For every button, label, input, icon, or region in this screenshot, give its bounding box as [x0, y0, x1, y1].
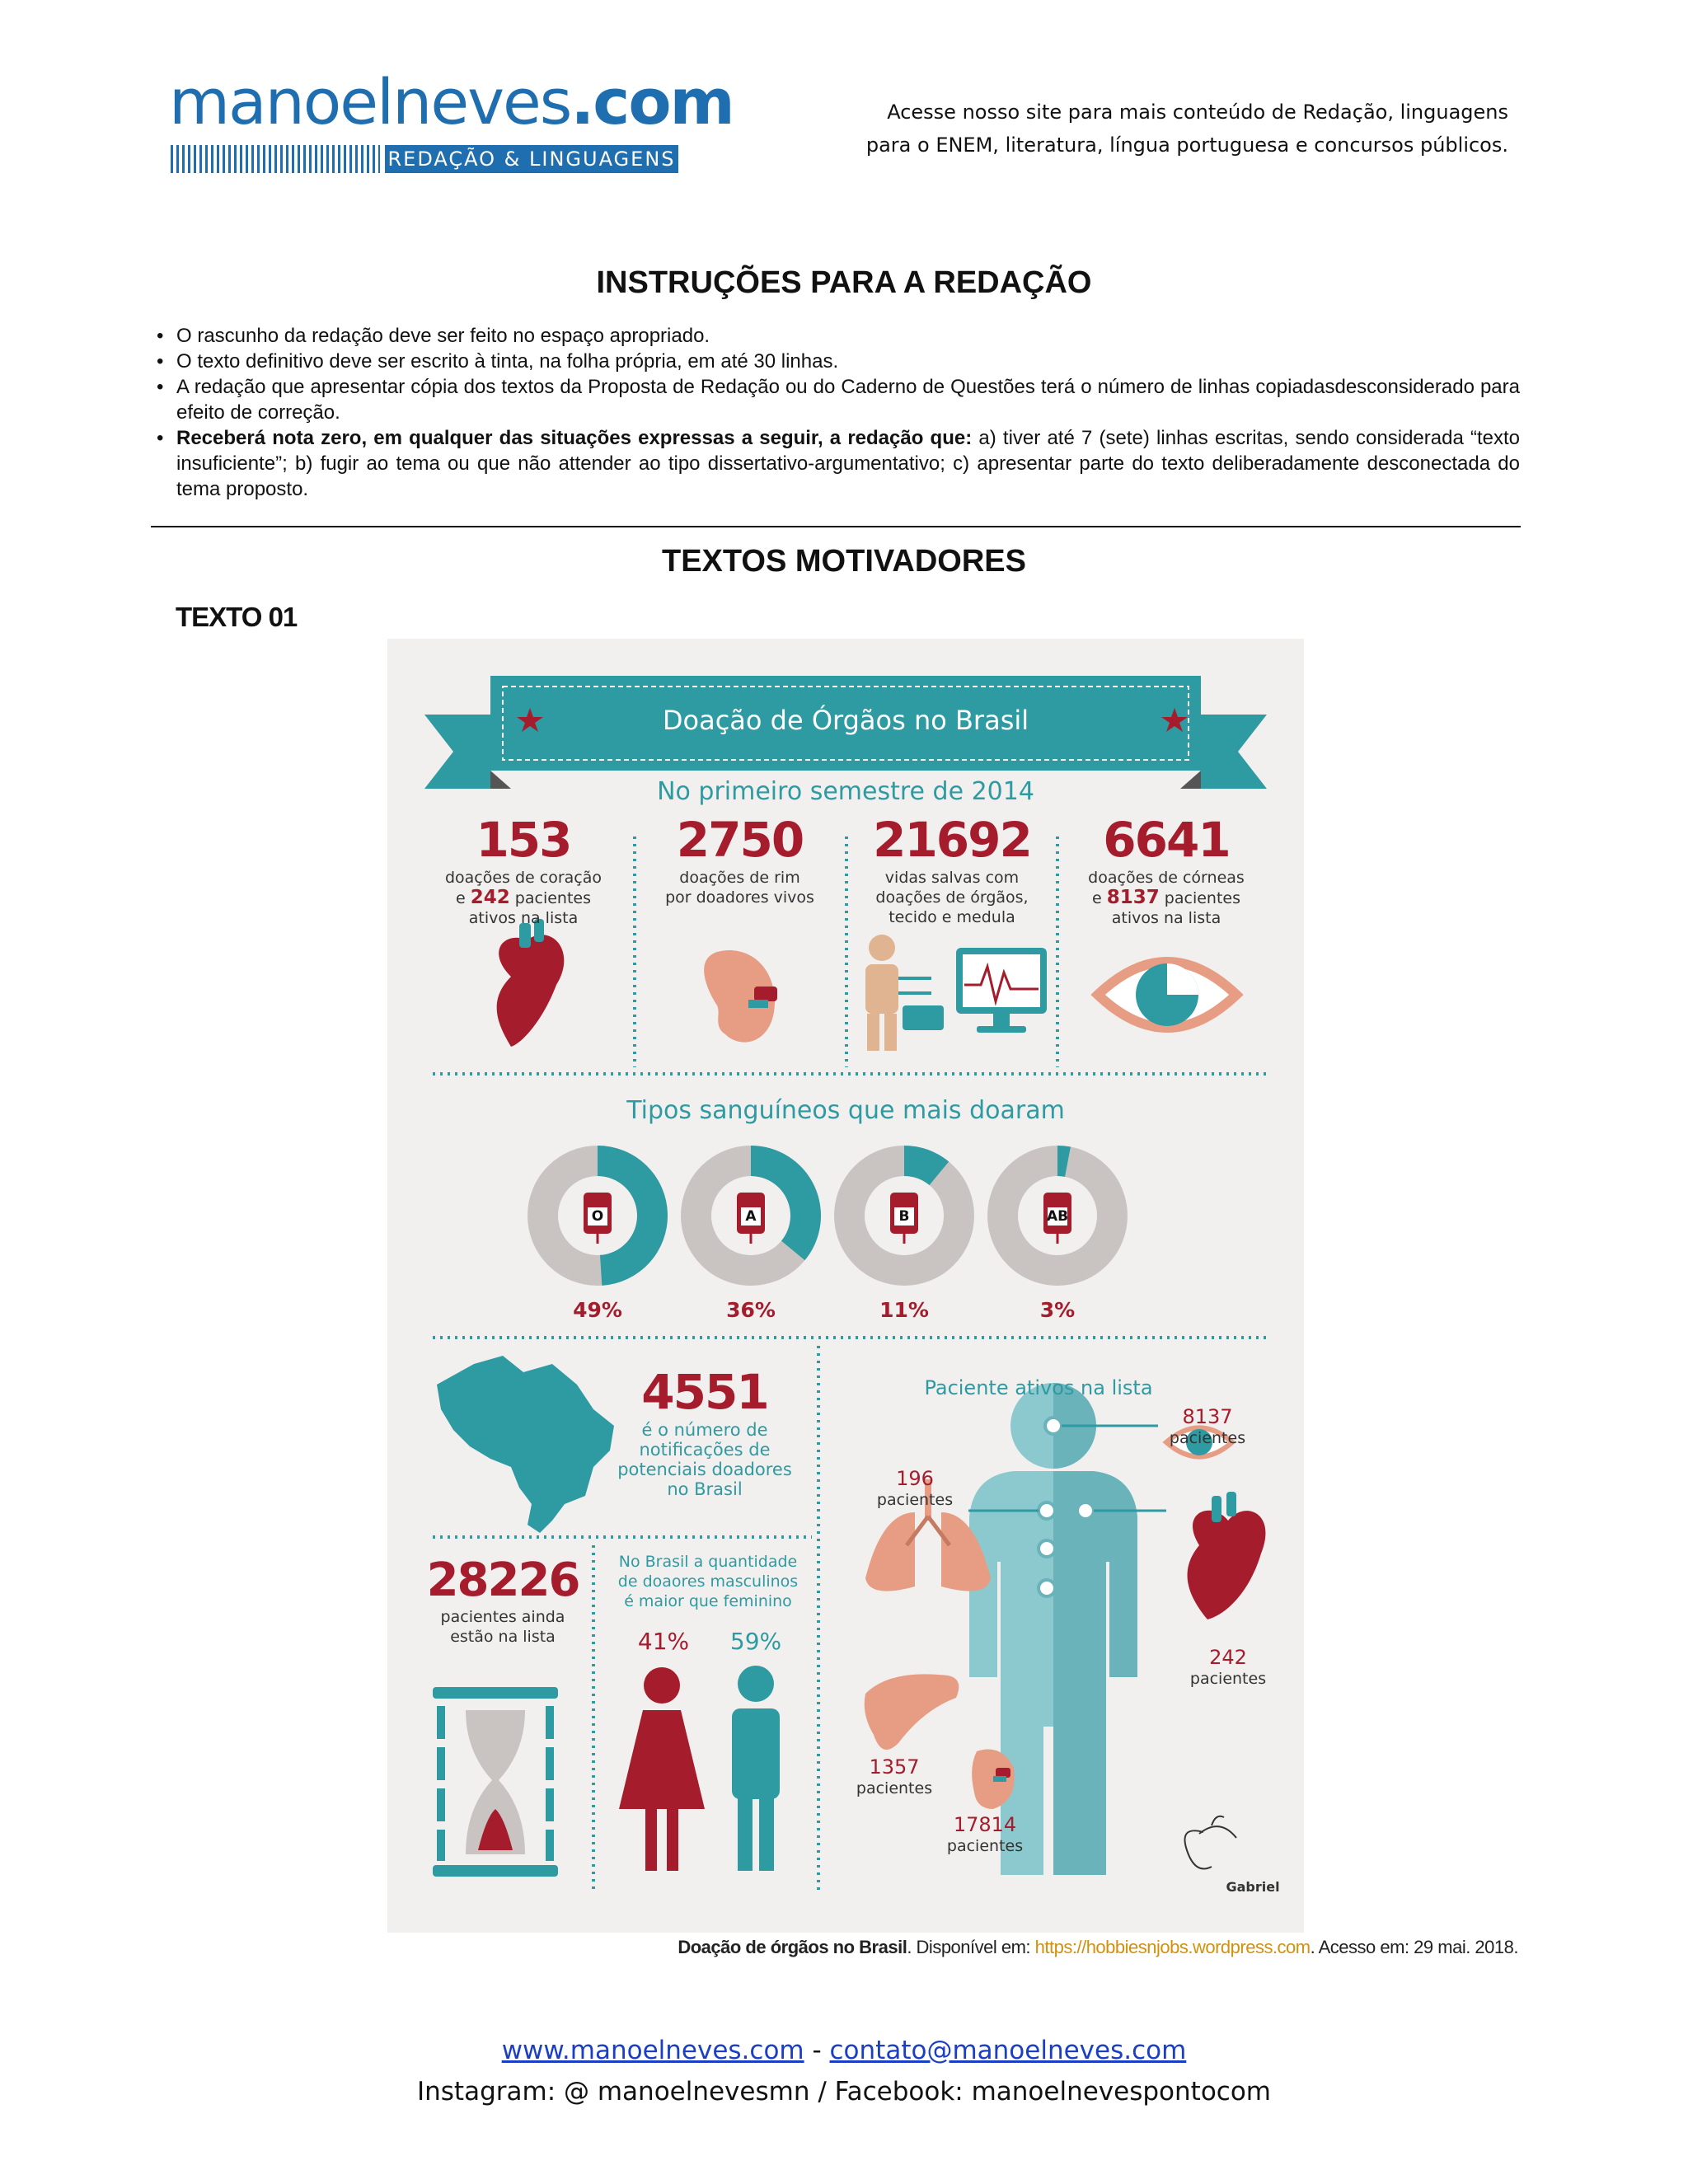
instruction-rest: a) tiver até 7 (sete) linhas escritas, sendo considerada “texto insuficiente”; b) fugir ao tema ou que não attender ao tipo dissertativo-argumentativo; c) apresentar parte do texto deliberadamente desconectada do tema proposto.	[176, 427, 1521, 500]
blood-type-label: AB	[1046, 1208, 1069, 1225]
blood-type-label: O	[591, 1208, 604, 1225]
caption-available: . Disponível em:	[907, 1937, 1035, 1957]
gender-line: é maior que feminino	[624, 1592, 792, 1610]
female-percentage: 41%	[637, 1628, 690, 1655]
caption-url-link[interactable]: https://hobbiesnjobs.wordpress.com	[1034, 1937, 1311, 1957]
instruction-bold: Receberá nota zero, em qualquer das situações expressas a seguir, a redação que:	[176, 427, 973, 449]
notifications-line: notificações de	[639, 1440, 771, 1460]
stat-line: doações de órgãos,	[875, 888, 1029, 907]
organ-lungs-count: 196 pacientes	[876, 1467, 954, 1509]
organ-kidney-count: 17814 pacientes	[946, 1813, 1024, 1855]
brazil-map-icon	[437, 1356, 614, 1533]
stat-line: e 242 pacientes	[456, 887, 591, 908]
instruction-item: • A redação que apresentar cópia dos textos da Proposta de Redação ou do Caderno de Questões terá o número de linhas copiadasdesconsiderado para efeito de correção.	[153, 374, 1520, 425]
notifications-line: potenciais doadores	[617, 1460, 792, 1479]
stat-value: 6641	[1103, 812, 1230, 868]
stat-heart	[424, 812, 622, 928]
email-link[interactable]: contato@manoelneves.com	[829, 2036, 1187, 2065]
header-note	[767, 96, 1508, 162]
blood-type-label: A	[745, 1208, 757, 1225]
eye-icon	[1098, 962, 1236, 1028]
patient-monitor-icon	[865, 935, 1047, 1051]
stat-line: tecido e medula	[889, 908, 1015, 926]
site-link[interactable]: www.manoelneves.com	[501, 2036, 804, 2065]
notifications-block	[593, 1364, 816, 1499]
blood-percentage-label: 3%	[1039, 1298, 1076, 1322]
logo-stripes	[171, 145, 380, 173]
stat-line: ativos na lista	[1111, 909, 1221, 927]
footer-social: Instagram: @ manoelnevesmn / Facebook: manoelnevespontocom	[416, 2077, 1271, 2107]
logo-subtitle: REDAÇÃO & LINGUAGENS	[385, 145, 678, 173]
caption-access: . Acesso em: 29 mai. 2018.	[1310, 1937, 1518, 1957]
signature-text: Gabriel	[1226, 1879, 1280, 1895]
header-note-line-2: para o ENEM, literatura, língua portuguesa e concursos públicos.	[865, 134, 1508, 157]
stat-line: ativos na lista	[468, 909, 579, 927]
text-label: TEXTO 01	[176, 602, 298, 632]
male-icon	[732, 1666, 780, 1871]
organ-eye-count: 8137 pacientes	[1169, 1405, 1246, 1447]
stat-kidney	[639, 812, 841, 907]
organ-liver-count: 1357 pacientes	[856, 1755, 933, 1797]
stat-line: doações de rim	[679, 869, 800, 887]
stat-value: 2750	[676, 812, 804, 868]
gender-block	[602, 1552, 814, 1611]
notifications-line: no Brasil	[667, 1479, 743, 1499]
infographic-subtitle: No primeiro semestre de 2014	[657, 777, 1034, 806]
instructions-title: INSTRUÇÕES PARA A REDAÇÃO	[596, 265, 1092, 300]
notifications-line: é o número de	[641, 1420, 768, 1440]
infographic-title: Doação de Órgãos no Brasil	[662, 705, 1029, 736]
stat-line: doações de coração	[444, 869, 603, 887]
blood-percentage-label: 11%	[879, 1298, 929, 1322]
caption-title: Doação de órgãos no Brasil	[678, 1937, 907, 1957]
waiting-line: pacientes ainda	[440, 1608, 565, 1626]
instruction-item: • O texto definitivo deve ser escrito à tinta, na folha própria, em até 30 linhas.	[153, 349, 1520, 374]
heart-icon	[497, 919, 565, 1047]
instruction-item	[153, 425, 1520, 502]
image-caption	[678, 1937, 1518, 1958]
stat-line: e 8137 pacientes	[1092, 887, 1240, 908]
blood-percentage-label: 49%	[573, 1298, 622, 1322]
logo-wordmark: manoelneves.com	[169, 65, 734, 138]
instructions-list	[153, 323, 1520, 502]
notifications-value: 4551	[641, 1364, 768, 1420]
gender-line: de doaores masculinos	[617, 1572, 799, 1591]
site-logo	[169, 65, 734, 175]
infographic	[387, 639, 1304, 1933]
motivators-title: TEXTOS MOTIVADORES	[662, 544, 1026, 579]
liver-icon	[865, 1674, 959, 1750]
blood-types-title: Tipos sanguíneos que mais doaram	[626, 1096, 1065, 1125]
kidney-icon	[704, 950, 777, 1043]
active-title: Paciente ativos na lista	[924, 1376, 1153, 1399]
male-percentage: 59%	[729, 1628, 782, 1655]
organ-heart-count: 242 pacientes	[1189, 1646, 1267, 1688]
blood-percentage-label: 36%	[726, 1298, 776, 1322]
waiting-block	[420, 1554, 585, 1647]
footer-separator: -	[804, 2036, 830, 2065]
blood-donuts	[543, 1146, 1113, 1286]
signature-mark	[1185, 1816, 1237, 1869]
heart-organ-icon	[1188, 1492, 1266, 1619]
stat-line: por doadores vivos	[665, 888, 814, 907]
instruction-item: • O rascunho da redação deve ser feito no espaço apropriado.	[153, 323, 1520, 349]
hourglass-icon	[433, 1687, 558, 1877]
blood-type-label: B	[898, 1208, 910, 1225]
section-divider	[151, 526, 1521, 527]
waiting-value: 28226	[426, 1554, 579, 1607]
stat-line: vidas salvas com	[884, 869, 1020, 887]
header-note-line-1: Acesse nosso site para mais conteúdo de Redação, linguagens	[887, 101, 1508, 124]
stat-value: 21692	[873, 812, 1031, 868]
stat-cornea	[1063, 812, 1269, 928]
stat-value: 153	[476, 812, 571, 868]
waiting-line: estão na lista	[450, 1628, 556, 1646]
stat-lives	[849, 812, 1055, 927]
female-icon	[619, 1667, 705, 1871]
stat-line: doações de córneas	[1088, 869, 1245, 887]
gender-line: No Brasil a quantidade	[618, 1553, 798, 1571]
footer-links	[0, 2036, 1688, 2065]
